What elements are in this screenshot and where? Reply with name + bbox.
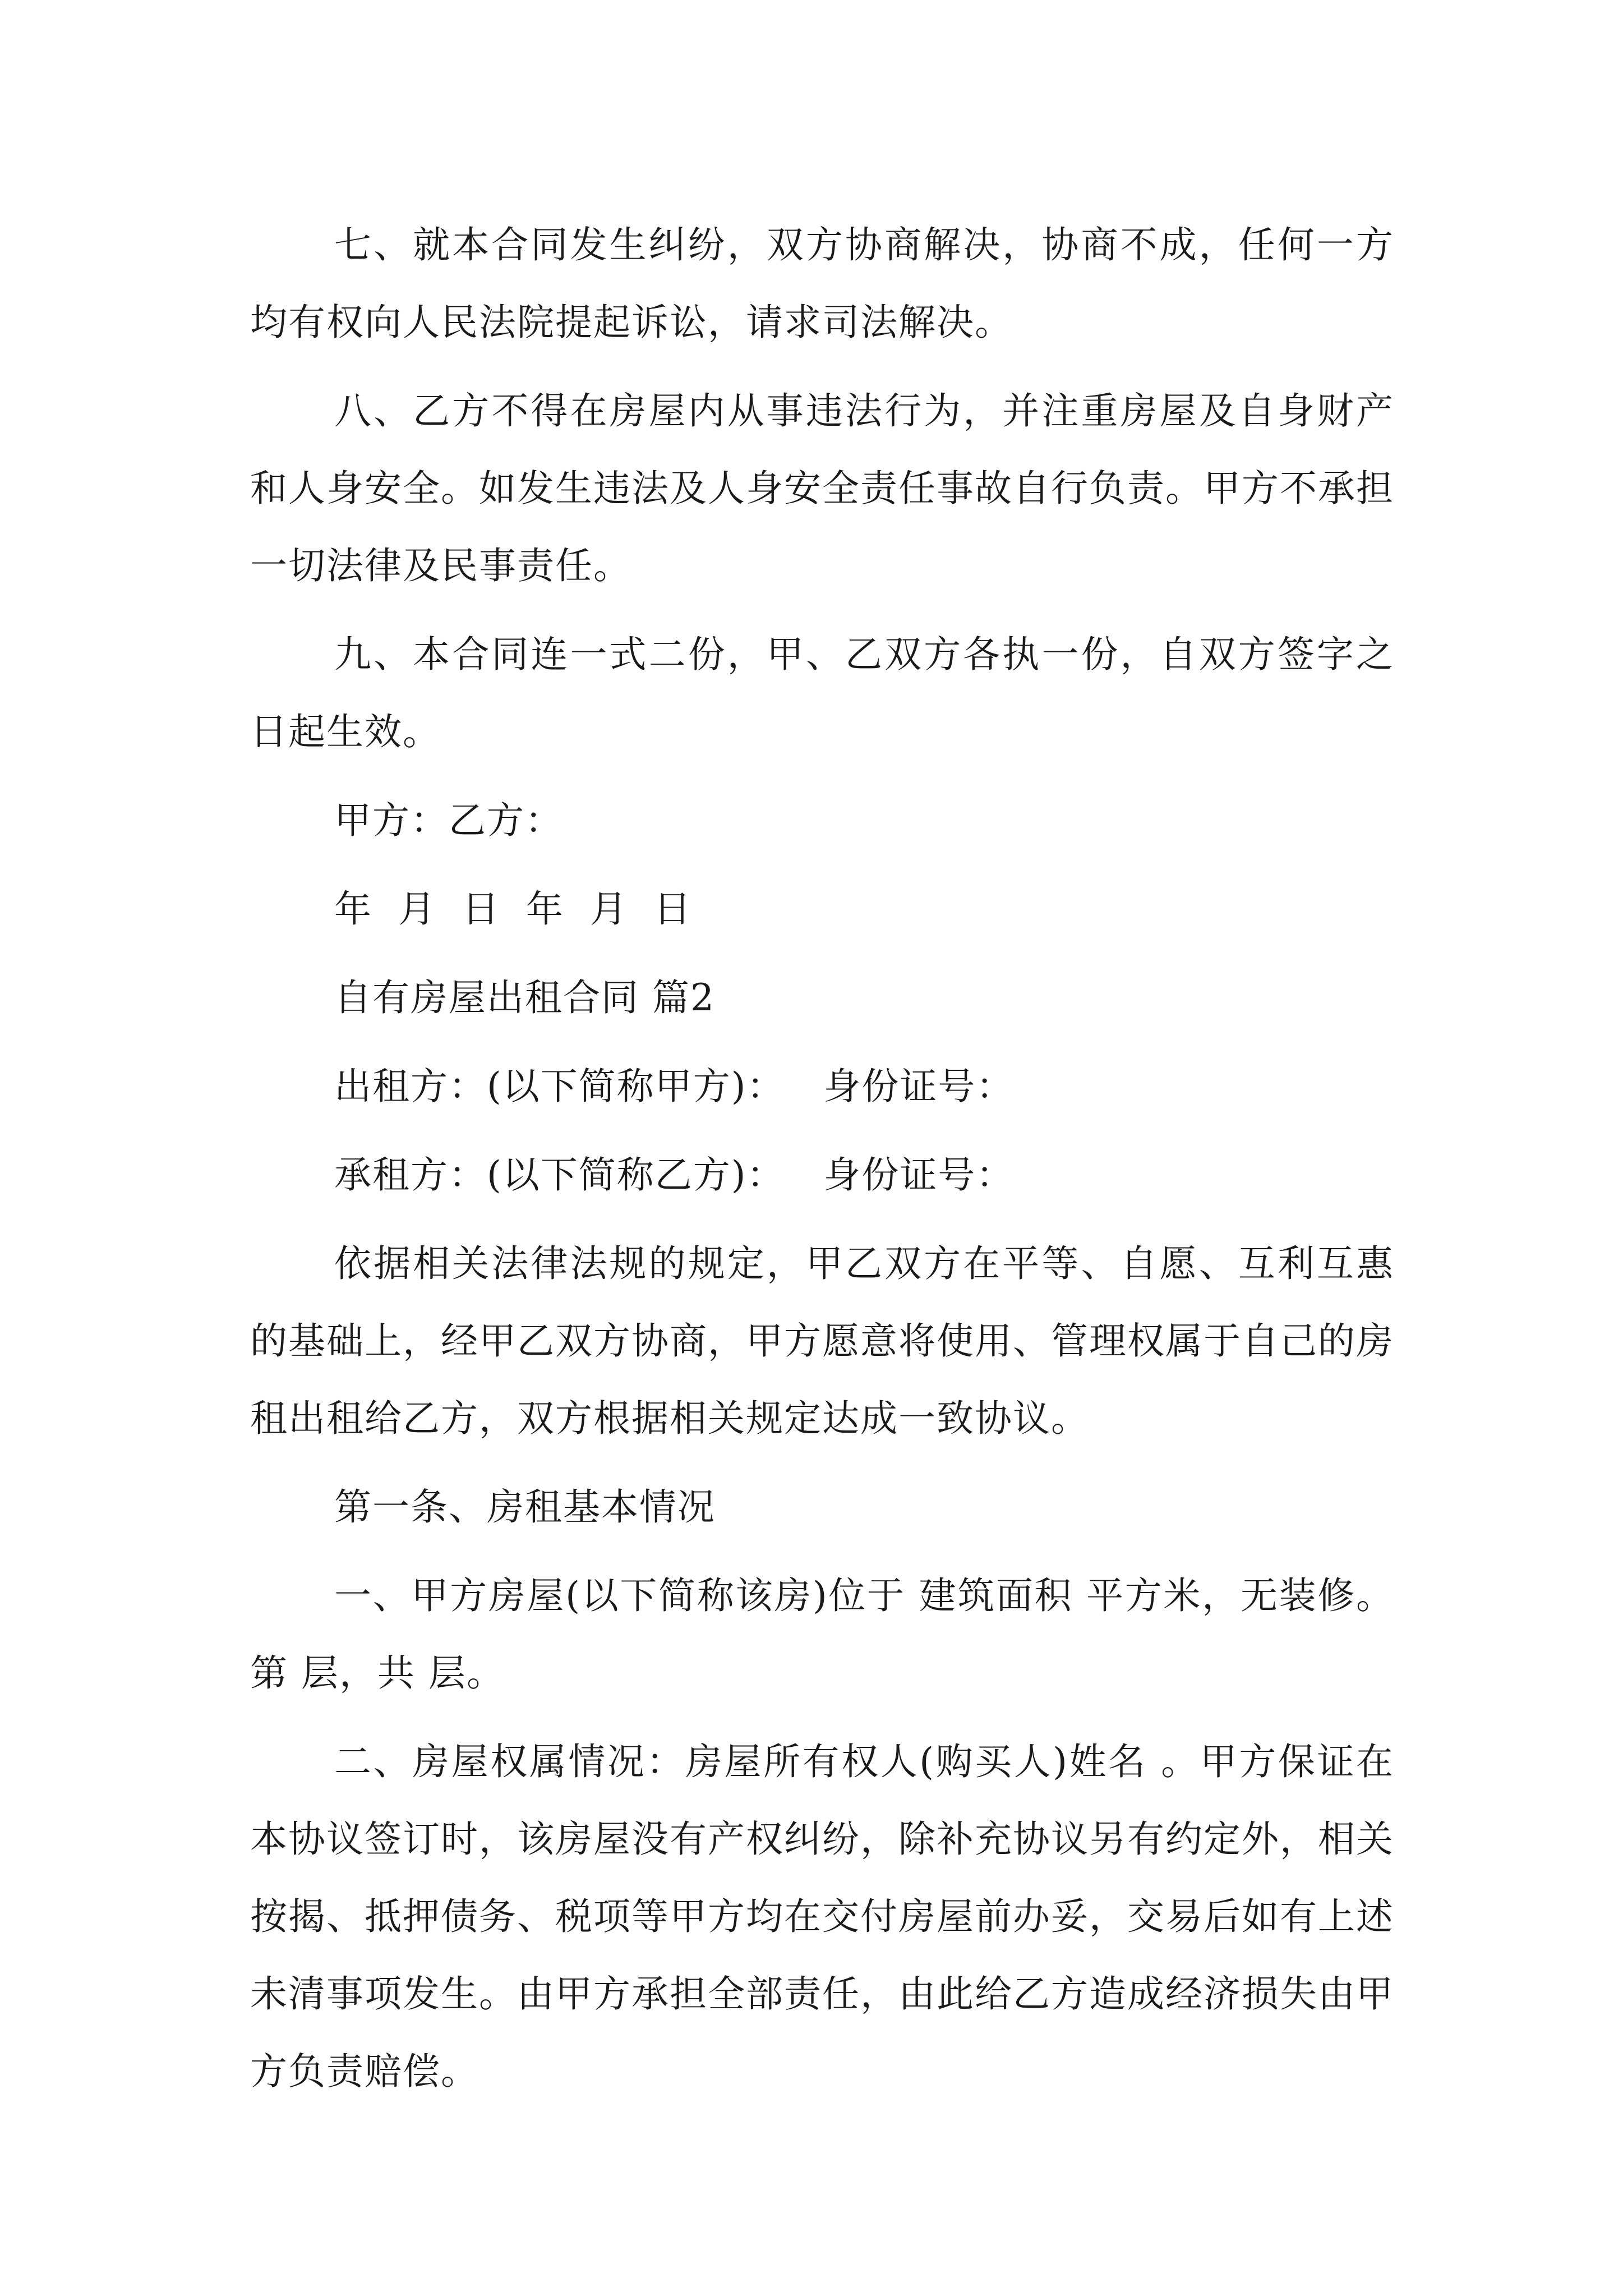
spacer <box>250 1037 1394 1048</box>
article-one-item-two: 二、房屋权属情况：房屋所有权人(购买人)姓名 。甲方保证在本协议签订时，该房屋没有产权纠纷，除补充协议另有约定外，相关按揭、抵押债务、税项等甲方均在交付房屋前办妥，交易后如有上述未清事项发生。由甲方承担全部责任，由此给乙方造成经济损失由甲方负责赔偿。 <box>250 1740 1394 2093</box>
signature-line: 甲方：乙方： <box>334 799 563 842</box>
clause-eight: 八、乙方不得在房屋内从事违法行为，并注重房屋及自身财产和人身安全。如发生违法及人身安全责任事故自行负责。甲方不承担一切法律及民事责任。 <box>250 389 1394 587</box>
article-one-item-one: 一、甲方房屋(以下简称该房)位于 建筑面积 平方米，无装修。第 层，共 层。 <box>250 1574 1394 1695</box>
spacer <box>250 1214 1394 1225</box>
spacer <box>250 361 1394 372</box>
spacer <box>250 859 1394 871</box>
clause-nine: 九、本合同连一式二份，甲、乙双方各执一份，自双方签字之日起生效。 <box>250 633 1394 753</box>
spacer <box>250 605 1394 616</box>
article-one-title: 第一条、房租基本情况 <box>334 1485 716 1529</box>
lessee-line: 承租方：(以下简称乙方)： 身份证号： <box>334 1153 1015 1197</box>
clause-seven: 七、就本合同发生纠纷，双方协商解决，协商不成，任何一方均有权向人民法院提起诉讼，请求司法解决。 <box>250 223 1394 344</box>
lessor-line: 出租方：(以下简称甲方)： 身份证号： <box>334 1065 1015 1108</box>
section-title: 自有房屋出租合同 篇2 <box>334 976 715 1019</box>
spacer <box>250 948 1394 959</box>
spacer <box>250 771 1394 782</box>
spacer <box>250 1546 1394 1557</box>
contract-text <box>250 206 1394 2110</box>
spacer <box>250 1712 1394 1723</box>
date-line: 年 月 日 年 月 日 <box>334 887 692 931</box>
spacer <box>250 1457 1394 1469</box>
intro-paragraph: 依据相关法律法规的规定，甲乙双方在平等、自愿、互利互惠的基础上，经甲乙双方协商，甲方愿意将使用、管理权属于自己的房租出租给乙方，双方根据相关规定达成一致协议。 <box>250 1242 1394 1440</box>
spacer <box>250 1125 1394 1137</box>
